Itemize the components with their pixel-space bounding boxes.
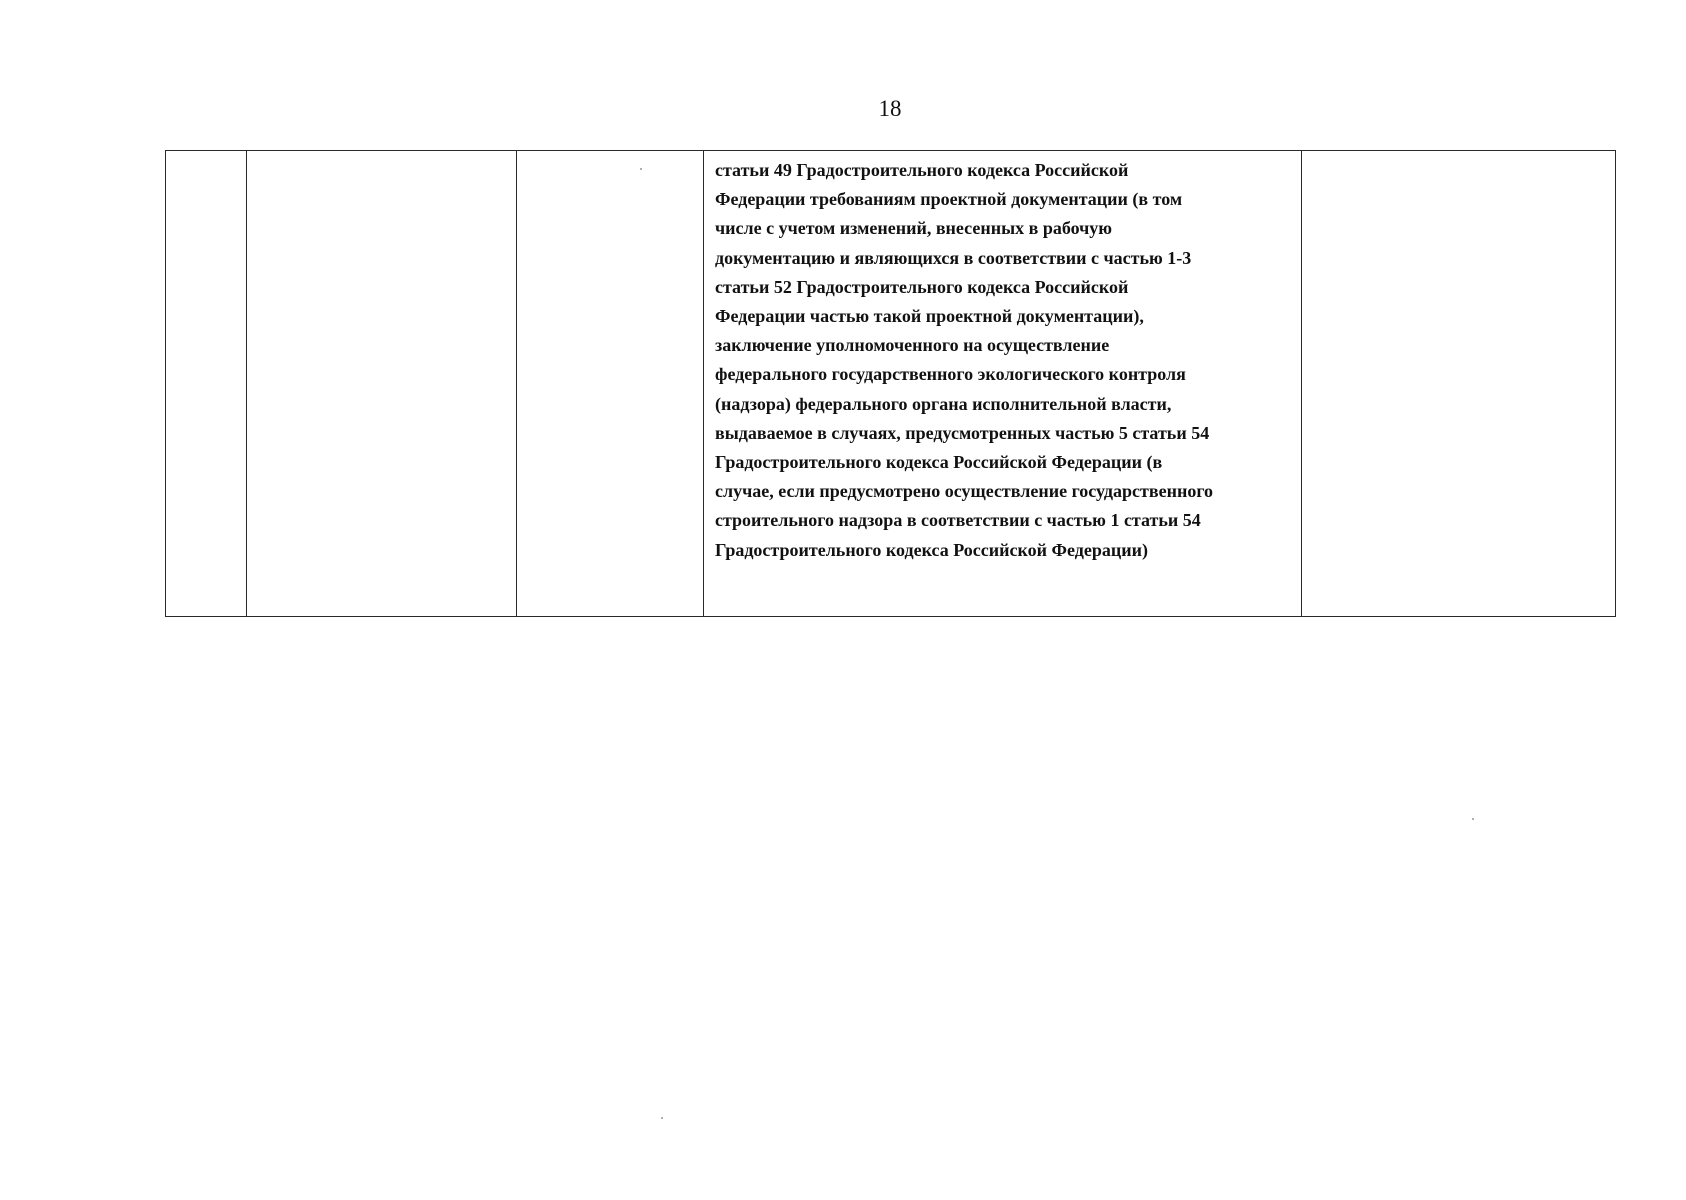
text-line: Градостроительного кодекса Российской Федерации (в [715,452,1163,473]
text-line: Федерации требованиям проектной документации (в том [715,189,1183,210]
table-row [166,151,1616,617]
text-line: числе с учетом изменений, внесенных в рабочую [715,218,1113,239]
text-line: (надзора) федерального органа исполнительной власти, [715,393,1172,414]
text-line: Федерации частью такой проектной документации), [715,306,1144,327]
text-line: статьи 52 Градостроительного кодекса Российской [715,276,1129,297]
cell-text [704,151,1301,565]
text-line: Градостроительного кодекса Российской Федерации) [715,539,1148,560]
document-table [165,150,1616,617]
scan-speck [661,1117,663,1119]
table-cell-name [247,151,517,617]
text-line: документацию и являющихся в соответствии с частью 1-3 [715,247,1192,268]
scan-speck [1472,818,1474,820]
table-cell-notes [1302,151,1616,617]
page-number: 18 [878,96,902,121]
table-cell-description [704,151,1302,617]
text-line: заключение уполномоченного на осуществление [715,335,1110,356]
text-line: статьи 49 Градостроительного кодекса Российской [715,160,1129,180]
text-line: федерального государственного экологического контроля [715,364,1186,385]
text-line: выдаваемое в случаях, предусмотренных частью 5 статьи 54 [715,422,1210,443]
text-line: случае, если предусмотрено осуществление государственного [715,481,1214,502]
text-line: строительного надзора в соответствии с частью 1 статьи 54 [715,510,1201,531]
table-cell-type [517,151,704,617]
scan-speck [640,168,642,170]
table-cell-number [166,151,247,617]
